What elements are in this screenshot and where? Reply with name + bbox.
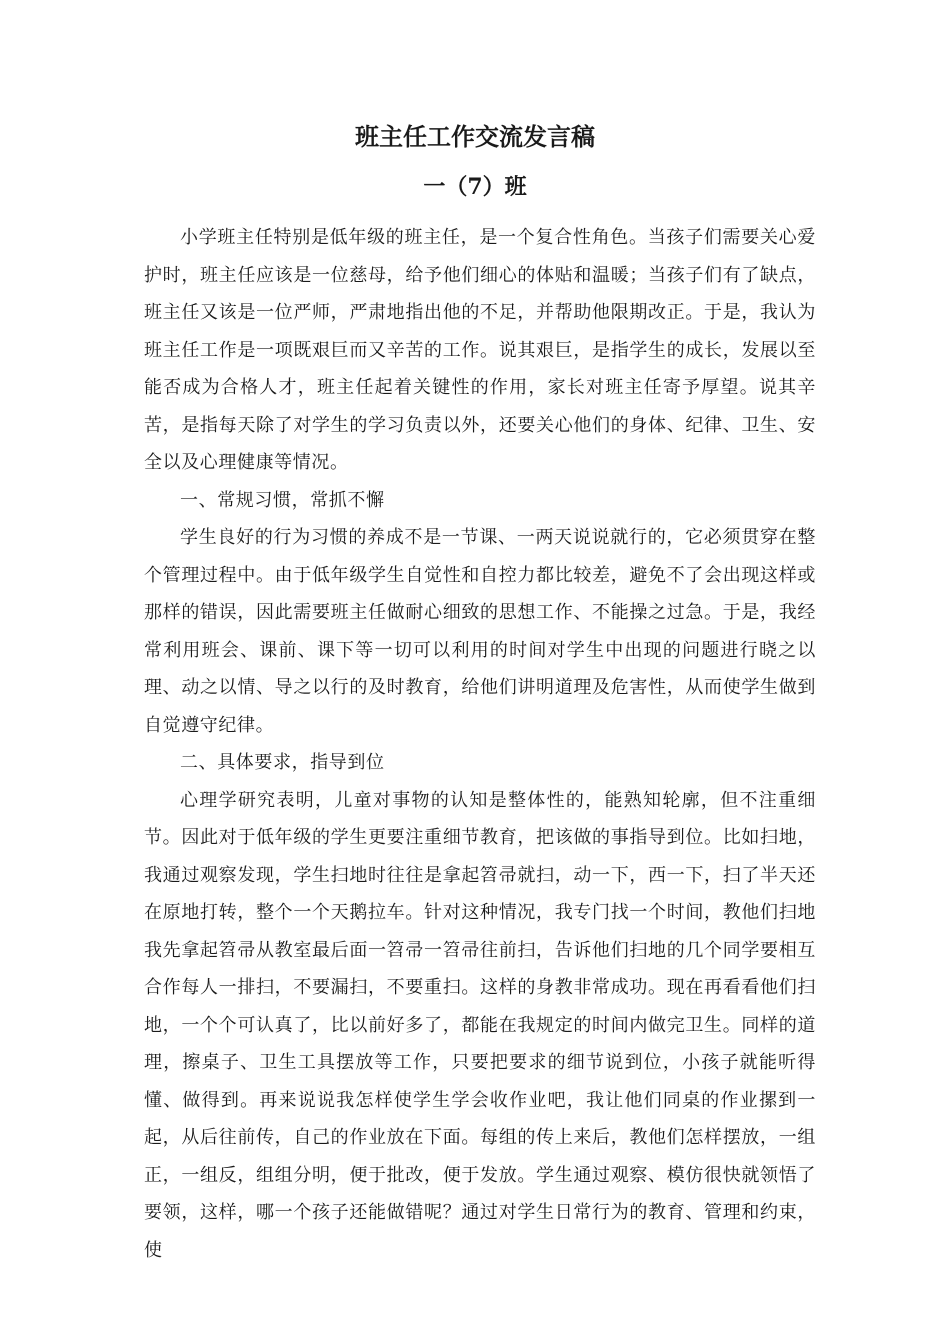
paragraph-section-2: 心理学研究表明，儿童对事物的认知是整体性的，能熟知轮廓，但不注重细节。因此对于低年级的学生更要注重细节教育，把该做的事指导到位。比如扫地，我通过观察发现，学生扫地时往往是拿起笤帚就扫，动一下，西一下，扫了半天还在原地打转，整个一个天鹅拉车。针对这种情况，我专门找一个时间，教他们扫地我先拿起笤帚从教室最后面一笤帚一笤帚往前扫，告诉他们扫地的几个同学要相互合作每人一排扫，不要漏扫，不要重扫。这样的身教非常成功。现在再看看他们扫地，一个个可认真了，比以前好多了，都能在我规定的时间内做完卫生。同样的道理，擦桌子、卫生工具摆放等工作，只要把要求的细节说到位，小孩子就能听得懂、做得到。再来说说我怎样使学生学会收作业吧，我让他们同桌的作业摞到一起，从后往前传，自己的作业放在下面。每组的传上来后，教他们怎样摆放，一组正，一组反，组组分明，便于批改，便于发放。学生通过观察、模仿很快就领悟了要领，这样，哪一个孩子还能做错呢？通过对学生日常行为的教育、管理和约束，使 [144,789,816,1261]
document-title: 班主任工作交流发言稿 [355,122,595,151]
paragraph-section-1: 学生良好的行为习惯的养成不是一节课、一两天说说就行的，它必须贯穿在整个管理过程中。由于低年级学生自觉性和自控力都比较差，避免不了会出现这样或那样的错误，因此需要班主任做耐心细致的思想工作、不能操之过急。于是，我经常利用班会、课前、课下等一切可以利用的时间对学生中出现的问题进行晓之以理、动之以情、导之以行的及时教育，给他们讲明道理及危害性，从而使学生做到自觉遵守纪律。 [144,527,816,736]
document-body [144,219,816,1269]
document-subtitle: 一（7）班 [423,174,527,200]
section-heading-2: 二、具体要求，指导到位 [180,752,385,773]
section-heading-1: 一、常规习惯，常抓不懈 [180,489,385,511]
paragraph-intro: 小学班主任特别是低年级的班主任，是一个复合性角色。当孩子们需要关心爱护时，班主任应该是一位慈母，给予他们细心的体贴和温暖；当孩子们有了缺点，班主任又该是一位严师，严肃地指出他的不足，并帮助他限期改正。于是，我认为班主任工作是一项既艰巨而又辛苦的工作。说其艰巨，是指学生的成长，发展以至能否成为合格人才，班主任起着关键性的作用，家长对班主任寄予厚望。说其辛苦，是指每天除了对学生的学习负责以外，还要关心他们的身体、纪律、卫生、安全以及心理健康等情况。 [144,227,816,473]
